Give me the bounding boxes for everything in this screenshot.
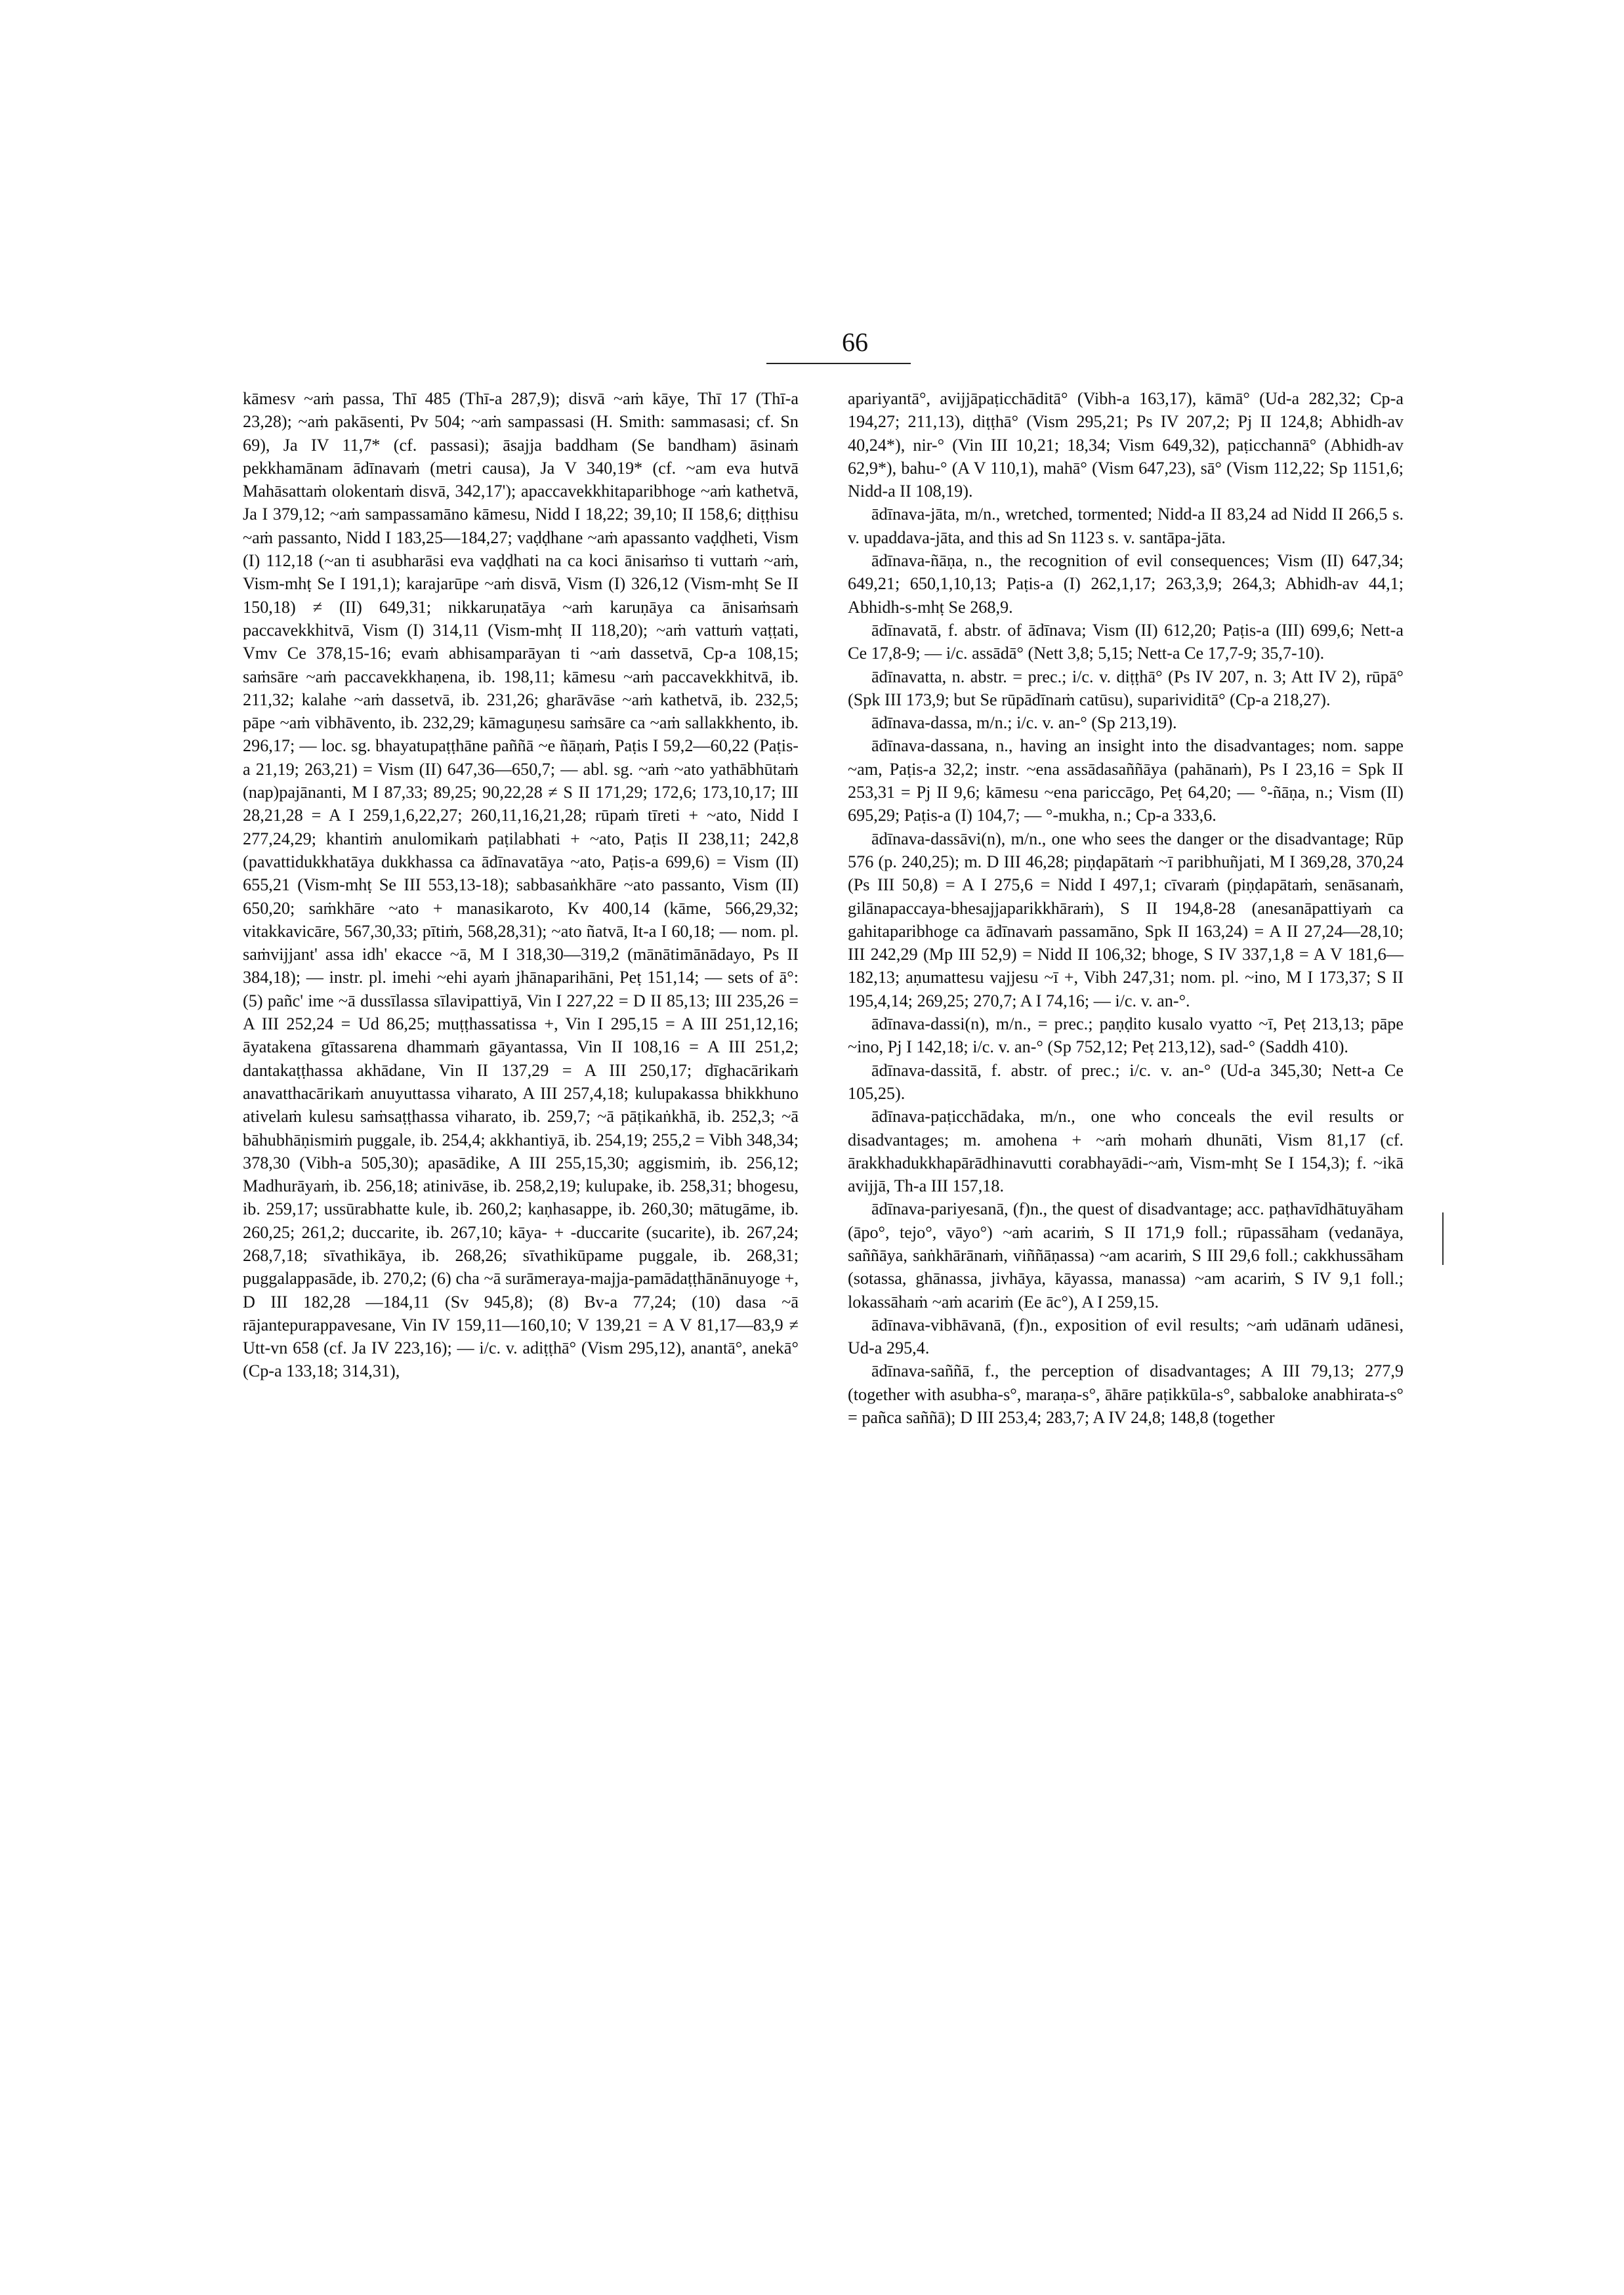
margin-mark	[1442, 1212, 1444, 1265]
dictionary-entry: ādīnava-dassāvi(n), m/n., one who sees the danger or the disadvantage; Rūp 576 (p. 240,25); m. D III 46,28; piṇḍapātaṁ ~ī paribhuñjati, M I 369,28, 370,24 (Ps III 50,8) = A I 275,6 = Nidd I 497,1; cīvaraṁ (piṇḍapātaṁ, senāsanaṁ, gilānapaccaya-bhesajjaparikkhāraṁ), S II 194,8-28 (anesanāpattiyaṁ ca gahitaparibhoge ca ādīnavaṁ passamāno, Spk II 163,24) = A II 27,24—28,10; III 242,29 (Mp III 52,9) = Nidd II 106,32; bhoge, S IV 337,1,8 = A V 181,6—182,13; aṇumattesu vajjesu ~ī +, Vibh 247,31; nom. pl. ~ino, M I 173,37; S II 195,4,14; 269,25; 270,7; A I 74,16; — i/c. v. an-°.	[848, 829, 1404, 1010]
dictionary-entry: ādīnava-saññā, f., the perception of disadvantages; A III 79,13; 277,9 (together with asubha-s°, maraṇa-s°, āhāre paṭikkūla-s°, sabbaloke anabhirata-s° = pañca saññā); D III 253,4; 283,7; A IV 24,8; 148,8 (together	[848, 1361, 1404, 1428]
dictionary-entry: ādīnava-ñāṇa, n., the recognition of evil consequences; Vism (II) 647,34; 649,21; 650,1,10,13; Paṭis-a (I) 262,1,17; 263,3,9; 264,3; Abhidh-av 44,1; Abhidh-s-mhṭ Se 268,9.	[848, 551, 1404, 617]
right-column-paragraph: apariyantā°, avijjāpaṭicchāditā° (Vibh-a 163,17), kāmā° (Ud-a 282,32; Cp-a 194,27; 211,13), diṭṭhā° (Vism 295,21; Ps IV 207,2; Pj II 124,8; Abhidh-av 40,24*), nir-° (Vin III 10,21; 18,34; Vism 649,32), paṭicchannā° (Abhidh-av 62,9*), bahu-° (A V 110,1), mahā° (Vism 647,23), sā° (Vism 112,22; Sp 1151,6; Nidd-a II 108,19).	[848, 389, 1404, 501]
dictionary-entry: ādīnavatā, f. abstr. of ādīnava; Vism (II) 612,20; Paṭis-a (III) 699,6; Nett-a Ce 17,8-9; — i/c. assādā° (Nett 3,8; 5,15; Nett-a Ce 17,7-9; 35,7-10).	[848, 620, 1404, 663]
page-number-rule	[766, 363, 911, 364]
dictionary-entry: ādīnava-paṭicchādaka, m/n., one who conceals the evil results or disadvantages; m. amohena + ~aṁ mohaṁ dhunāti, Vism 81,17 (cf. ārakkhadukkhapārādhinavutti corabhayādi-~aṁ, Vism-mhṭ Se I 154,3); f. ~ikā avijjā, Th-a III 157,18.	[848, 1107, 1404, 1196]
dictionary-entry: ādīnava-dassa, m/n.; i/c. v. an-° (Sp 213,19).	[871, 713, 1177, 733]
right-column	[848, 387, 1404, 2086]
dictionary-entry: ādīnava-jāta, m/n., wretched, tormented; Nidd-a II 83,24 ad Nidd II 266,5 s. v. upaddava-jāta, and this ad Sn 1123 s. v. santāpa-jāta.	[848, 505, 1404, 547]
dictionary-entry: ādīnava-dassana, n., having an insight into the disadvantages; nom. sappe ~am, Paṭis-a 32,2; instr. ~ena assādasaññāya (pahānaṁ), Ps I 23,16 = Spk II 253,31 = Pj II 9,6; kāmesu ~ena pariccāgo, Peṭ 64,20; — °-ñāṇa, n.; Vism (II) 695,29; Paṭis-a (I) 104,7; — °-mukha, n.; Cp-a 333,6.	[848, 736, 1404, 825]
dictionary-entry: ādīnavatta, n. abstr. = prec.; i/c. v. diṭṭhā° (Ps IV 207, n. 3; Att IV 2), rūpā° (Spk III 173,9; but Se rūpādīnaṁ catūsu), suparividitā° (Cp-a 218,27).	[848, 667, 1404, 709]
left-column-paragraph: kāmesv ~aṁ passa, Thī 485 (Thī-a 287,9); disvā ~aṁ kāye, Thī 17 (Thī-a 23,28); ~aṁ pakāsenti, Pv 504; ~aṁ sampassasi (H. Smith: sammasasi; cf. Sn 69), Ja IV 11,7* (cf. passasi); āsajja baddham (Se bandham) āsinaṁ pekkhamānam ādīnavaṁ (metri causa), Ja V 340,19* (cf. ~am eva hutvā Mahāsattaṁ olokentaṁ disvā, 342,17'); apaccavekkhitaparibhoge ~aṁ kathetvā, Ja I 379,12; ~aṁ sampassamāno kāmesu, Nidd I 18,22; 39,10; II 158,6; diṭṭhisu ~aṁ passanto, Nidd I 183,25—184,27; vaḍḍhane ~aṁ apassanto vaḍḍheti, Vism (I) 112,18 (~an ti asubharāsi eva vaḍḍhati na ca koci ānisaṁso ti vuttaṁ ~aṁ, Vism-mhṭ Se I 191,1); karajarūpe ~aṁ disvā, Vism (I) 326,12 (Vism-mhṭ Se II 150,18) ≠ (II) 649,31; nikkaruṇatāya ~aṁ karuṇāya ca ānisaṁsaṁ paccavekkhitvā, Vism (I) 314,11 (Vism-mhṭ II 118,20); ~aṁ vattuṁ vaṭṭati, Vmv Ce 378,15-16; evaṁ abhisamparāyan ti ~aṁ dassetvā, Cp-a 108,15; saṁsāre ~aṁ paccavekkhaṇena, ib. 198,11; kāmesu ~aṁ paccavekkhitvā, ib. 211,32; kalahe ~aṁ dassetvā, ib. 231,26; gharāvāse ~aṁ kathetvā, ib. 232,5; pāpe ~aṁ vibhāvento, ib. 232,29; kāmaguṇesu saṁsāre ca ~aṁ sallakkhento, ib. 296,17; — loc. sg. bhayatupaṭṭhāne paññā ~e ñāṇaṁ, Paṭis I 59,2—60,22 (Paṭis-a 21,19; 263,21) = Vism (II) 647,36—650,7; — abl. sg. ~aṁ ~ato yathābhūtaṁ (nap)pajānanti, M I 87,33; 89,25; 90,22,28 ≠ S II 171,29; 172,6; 173,10,17; III 28,21,28 = A I 259,1,6,22,27; 260,11,16,21,28; rūpaṁ tīreti + ~ato, Nidd I 277,24,29; khantiṁ anulomikaṁ paṭilabhati + ~ato, Paṭis II 238,11; 242,8 (pavattidukkhatāya dukkhassa ca ādīnavatāya ~ato, Paṭis-a 699,6) = Vism (II) 655,21 (Vism-mhṭ Se III 553,13-18); sabbasaṅkhāre ~ato passanto, Vism (II) 650,20; saṁkhāre ~ato + manasikaroto, Kv 400,14 (kāme, 566,29,32; vitakkavicāre, 567,30,33; pītiṁ, 568,28,31); ~ato ñatvā, It-a I 60,18; — nom. pl. saṁvijjant' assa idh' ekacce ~ā, M I 318,30—319,2 (mānātimānādayo, Ps II 384,18); — instr. pl. imehi ~ehi ayaṁ jhānaparihāni, Peṭ 151,14; — sets of ā°: (5) pañc' ime ~ā dussīlassa sīlavipattiyā, Vin I 227,22 = D II 85,13; III 235,26 = A III 252,24 = Ud 86,25; muṭṭhassatissa +, Vin I 295,15 = A III 251,12,16; āyatakena gītassarena dhammaṁ gāyantassa, Vin II 108,16 = A III 251,2; dantakaṭṭhassa akhādane, Vin II 137,29 = A III 250,17; dīghacārikaṁ anavatthacārikaṁ anuyuttassa viharato, A III 257,4,18; kulupakassa bhikkhuno ativelaṁ kulesu saṁsaṭṭhassa viharato, ib. 259,7; ~ā pāṭikaṅkhā, ib. 252,3; ~ā bāhubhāṇismiṁ puggale, ib. 254,4; akkhantiyā, ib. 254,19; 255,2 = Vibh 348,34; 378,30 (Vibh-a 505,30); apasādike, A III 255,15,30; aggismiṁ, ib. 256,12; Madhurāyaṁ, ib. 256,18; atinivāse, ib. 258,2,19; kulupake, ib. 258,31; bhogesu, ib. 259,17; ussūrabhatte kule, ib. 260,2; kaṇhasappe, ib. 260,30; mātugāme, ib. 260,25; 261,2; duccarite, ib. 267,10; kāya- + -duccarite (sucarite), ib. 267,24; 268,7,18; sīvathikāya, ib. 268,26; sīvathikūpame puggale, ib. 268,31; puggalappasāde, ib. 270,2; (6) cha ~ā surāmeraya-majja-pamādaṭṭhānānuyoge +, D III 182,28 —184,11 (Sv 945,8); (8) Bv-a 77,24; (10) dasa ~ā rājantepurappavesane, Vin IV 159,11—160,10; V 139,21 = A V 81,17—83,9 ≠ Utt-vn 658 (cf. Ja IV 223,16); — i/c. v. adiṭṭhā° (Vism 295,12), anantā°, anekā° (Cp-a 133,18; 314,31),	[243, 389, 799, 1381]
dictionary-entry: ādīnava-pariyesanā, (f)n., the quest of disadvantage; acc. paṭhavīdhātuyāham (āpo°, tejo°, vāyo°) ~aṁ acariṁ, S II 171,9 foll.; rūpassāham (vedanāya, saññāya, saṅkhārānaṁ, viññāṇassa) ~am acariṁ, S III 29,6 foll.; cakkhussāham (sotassa, ghānassa, jivhāya, kāyassa, manassa) ~am acariṁ, S IV 9,1 foll.; lokassāhaṁ ~aṁ acariṁ (Ee āc°), A I 259,15.	[848, 1199, 1404, 1312]
dictionary-entry: ādīnava-dassi(n), m/n., = prec.; paṇḍito kusalo vyatto ~ī, Peṭ 213,13; pāpe ~ino, Pj I 142,18; i/c. v. an-° (Sp 752,12; Peṭ 213,12), sad-° (Saddh 410).	[848, 1014, 1404, 1057]
dictionary-entry: ādīnava-vibhāvanā, (f)n., exposition of evil results; ~aṁ udānaṁ udānesi, Ud-a 295,4.	[848, 1315, 1404, 1358]
page-number: 66	[842, 327, 868, 357]
left-column	[243, 387, 799, 2086]
dictionary-entry: ādīnava-dassitā, f. abstr. of prec.; i/c. v. an-° (Ud-a 345,30; Nett-a Ce 105,25).	[848, 1060, 1404, 1103]
